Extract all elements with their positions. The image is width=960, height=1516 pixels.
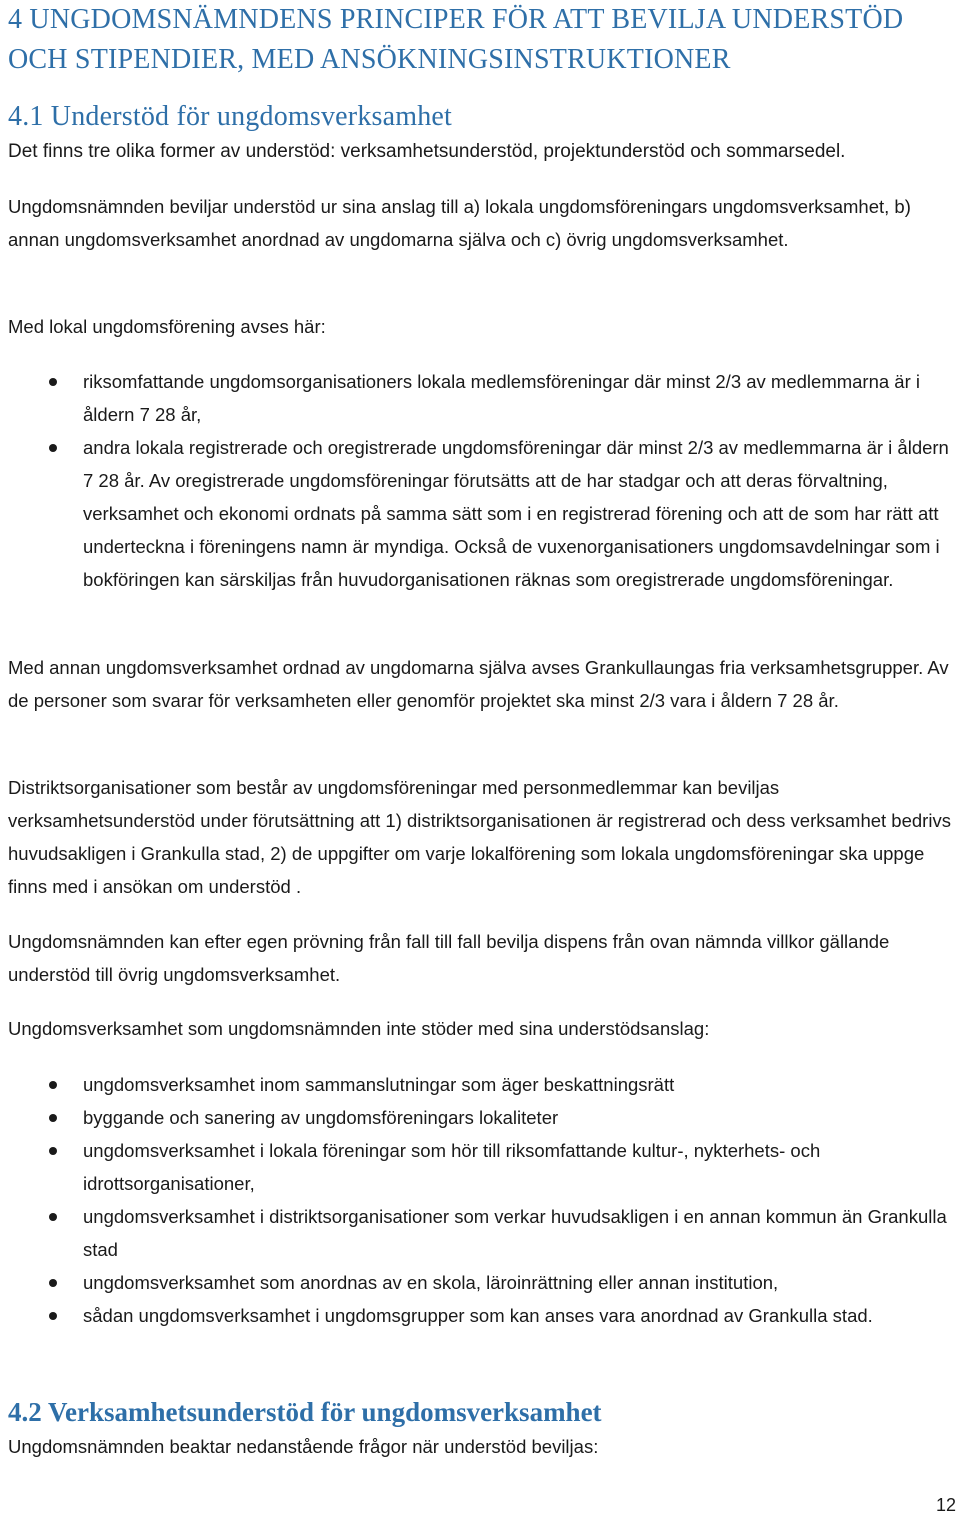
paragraph-3: Med annan ungdomsverksamhet ordnad av ungdomarna själva avses Grankullaungas fria verksamhetsgrupper. Av de personer som svarar för verksamheten eller genomför projektet ska minst 2/3 vara i åldern 7 28 år. (8, 657, 949, 711)
list-item-text: ungdomsverksamhet i lokala föreningar som hör till riksomfattande kultur-, nykterhets- och idrottsorganisationer, (83, 1140, 821, 1194)
paragraph-4: Distriktsorganisationer som består av ungdomsföreningar med personmedlemmar kan beviljas verksamhetsunderstöd under förutsättning att 1) distriktsorganisationen är registrerad och dess verksamhet bedrivs huvudsakligen i Grankulla stad, 2) de uppgifter om varje lokalförening som lokala ungdomsföreningar ska uppge finns med i ansökan om understöd . (8, 777, 951, 897)
list-item (8, 1266, 956, 1299)
list-item-text: ungdomsverksamhet inom sammanslutningar som äger beskattningsrätt (83, 1074, 675, 1095)
list-item (8, 1299, 956, 1332)
list-item-text: byggande och sanering av ungdomsföreningars lokaliteter (83, 1107, 559, 1128)
list-item (8, 1068, 956, 1101)
page-number: 12 (935, 1495, 956, 1515)
paragraph-1: Ungdomsnämnden beviljar understöd ur sina anslag till a) lokala ungdomsföreningars ungdomsverksamhet, b) annan ungdomsverksamhet anordnad av ungdomarna själva och c) övrig ungdomsverksamhet. (8, 196, 911, 250)
list-item (8, 1101, 956, 1134)
list-item (8, 365, 956, 431)
section-4-1-intro: Det finns tre olika former av understöd: verksamhetsunderstöd, projektunderstöd och sommarsedel. (8, 141, 846, 162)
paragraph-6: Ungdomsverksamhet som ungdomsnämnden inte stöder med sina understödsanslag: (8, 1018, 710, 1039)
section-4-1-title: 4.1 Understöd för ungdomsverksamhet (8, 101, 453, 132)
chapter-heading-line2: OCH STIPENDIER, MED ANSÖKNINGSINSTRUKTIONER (8, 44, 731, 75)
excluded-activities-list (8, 1068, 956, 1332)
paragraph-2: Med lokal ungdomsförening avses här: (8, 316, 326, 337)
list-item (8, 431, 956, 596)
list-item (8, 1200, 956, 1266)
local-association-list (8, 365, 956, 596)
chapter-heading (8, 0, 956, 80)
list-item-text: riksomfattande ungdomsorganisationers lokala medlemsföreningar där minst 2/3 av medlemmarna är i åldern 7 28 år, (83, 371, 921, 425)
list-item-text: sådan ungdomsverksamhet i ungdomsgrupper som kan anses vara anordnad av Grankulla stad. (83, 1305, 873, 1326)
section-4-2-title: 4.2 Verksamhetsunderstöd för ungdomsverksamhet (8, 1397, 602, 1427)
list-item-text: andra lokala registrerade och oregistrerade ungdomsföreningar där minst 2/3 av medlemmarna är i åldern 7 28 år. Av oregistrerade ungdomsföreningar förutsätts att de har stadgar och att deras förvaltning, verksamhet och ekonomi ordnats på samma sätt som i en registrerad förening och att de som har rätt att underteckna i föreningens namn är myndiga. Också de vuxenorganisationers ungdomsavdelningar som i bokföringen kan särskiljas från huvudorganisationen räknas som oregistrerade ungdomsföreningar. (83, 437, 949, 590)
list-item (8, 1134, 956, 1200)
list-item-text: ungdomsverksamhet i distriktsorganisationer som verkar huvudsakligen i en annan kommun än Grankulla stad (83, 1206, 947, 1260)
paragraph-5: Ungdomsnämnden kan efter egen prövning från fall till fall bevilja dispens från ovan nämnda villkor gällande understöd till övrig ungdomsverksamhet. (8, 931, 890, 985)
list-item-text: ungdomsverksamhet som anordnas av en skola, läroinrättning eller annan institution, (83, 1272, 779, 1293)
chapter-heading-line1: 4 UNGDOMSNÄMNDENS PRINCIPER FÖR ATT BEVILJA UNDERSTÖD (8, 4, 904, 35)
section-4-2-intro: Ungdomsnämnden beaktar nedanstående frågor när understöd beviljas: (8, 1436, 599, 1457)
